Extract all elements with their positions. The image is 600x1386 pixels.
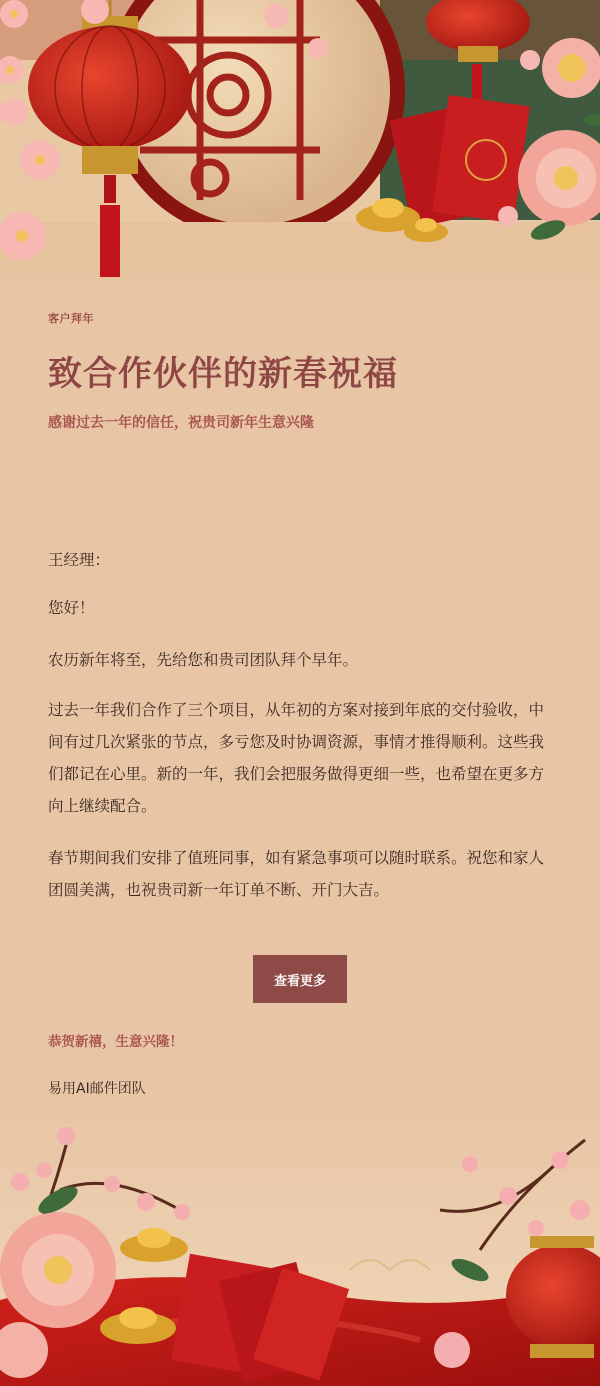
salutation: 王经理： xyxy=(48,551,111,569)
closing-line: 恭贺新禧，生意兴隆！ xyxy=(48,1034,183,1050)
footer-illustration xyxy=(0,1100,600,1386)
footer-banner xyxy=(0,1100,600,1386)
header-illustration xyxy=(0,0,600,300)
page-subtitle: 感谢过去一年的信任，祝贵司新年生意兴隆 xyxy=(48,415,314,431)
header-banner xyxy=(0,0,600,300)
paragraph: 您好！ xyxy=(48,599,95,617)
paragraph: 春节期间我们安排了值班同事，如有紧急事项可以随时联系。祝您和家人团圆美满，也祝贵司新一年订单不断、开门大吉。 xyxy=(48,849,545,899)
paragraph: 过去一年我们合作了三个项目，从年初的方案对接到年底的交付验收，中间有过几次紧张的节点，多亏您及时协调资源，事情才推得顺利。这些我们都记在心里。新的一年，我们会把服务做得更细一些，也希望在更多方向上继续配合。 xyxy=(48,701,545,815)
page-title: 致合作伙伴的新春祝福 xyxy=(48,354,398,394)
eyebrow-label: 客户拜年 xyxy=(48,312,94,325)
view-more-button[interactable]: 查看更多 xyxy=(253,955,347,1003)
signature: 易用AI邮件团队 xyxy=(48,1081,146,1097)
paragraph: 农历新年将至，先给您和贵司团队拜个早年。 xyxy=(48,651,359,669)
